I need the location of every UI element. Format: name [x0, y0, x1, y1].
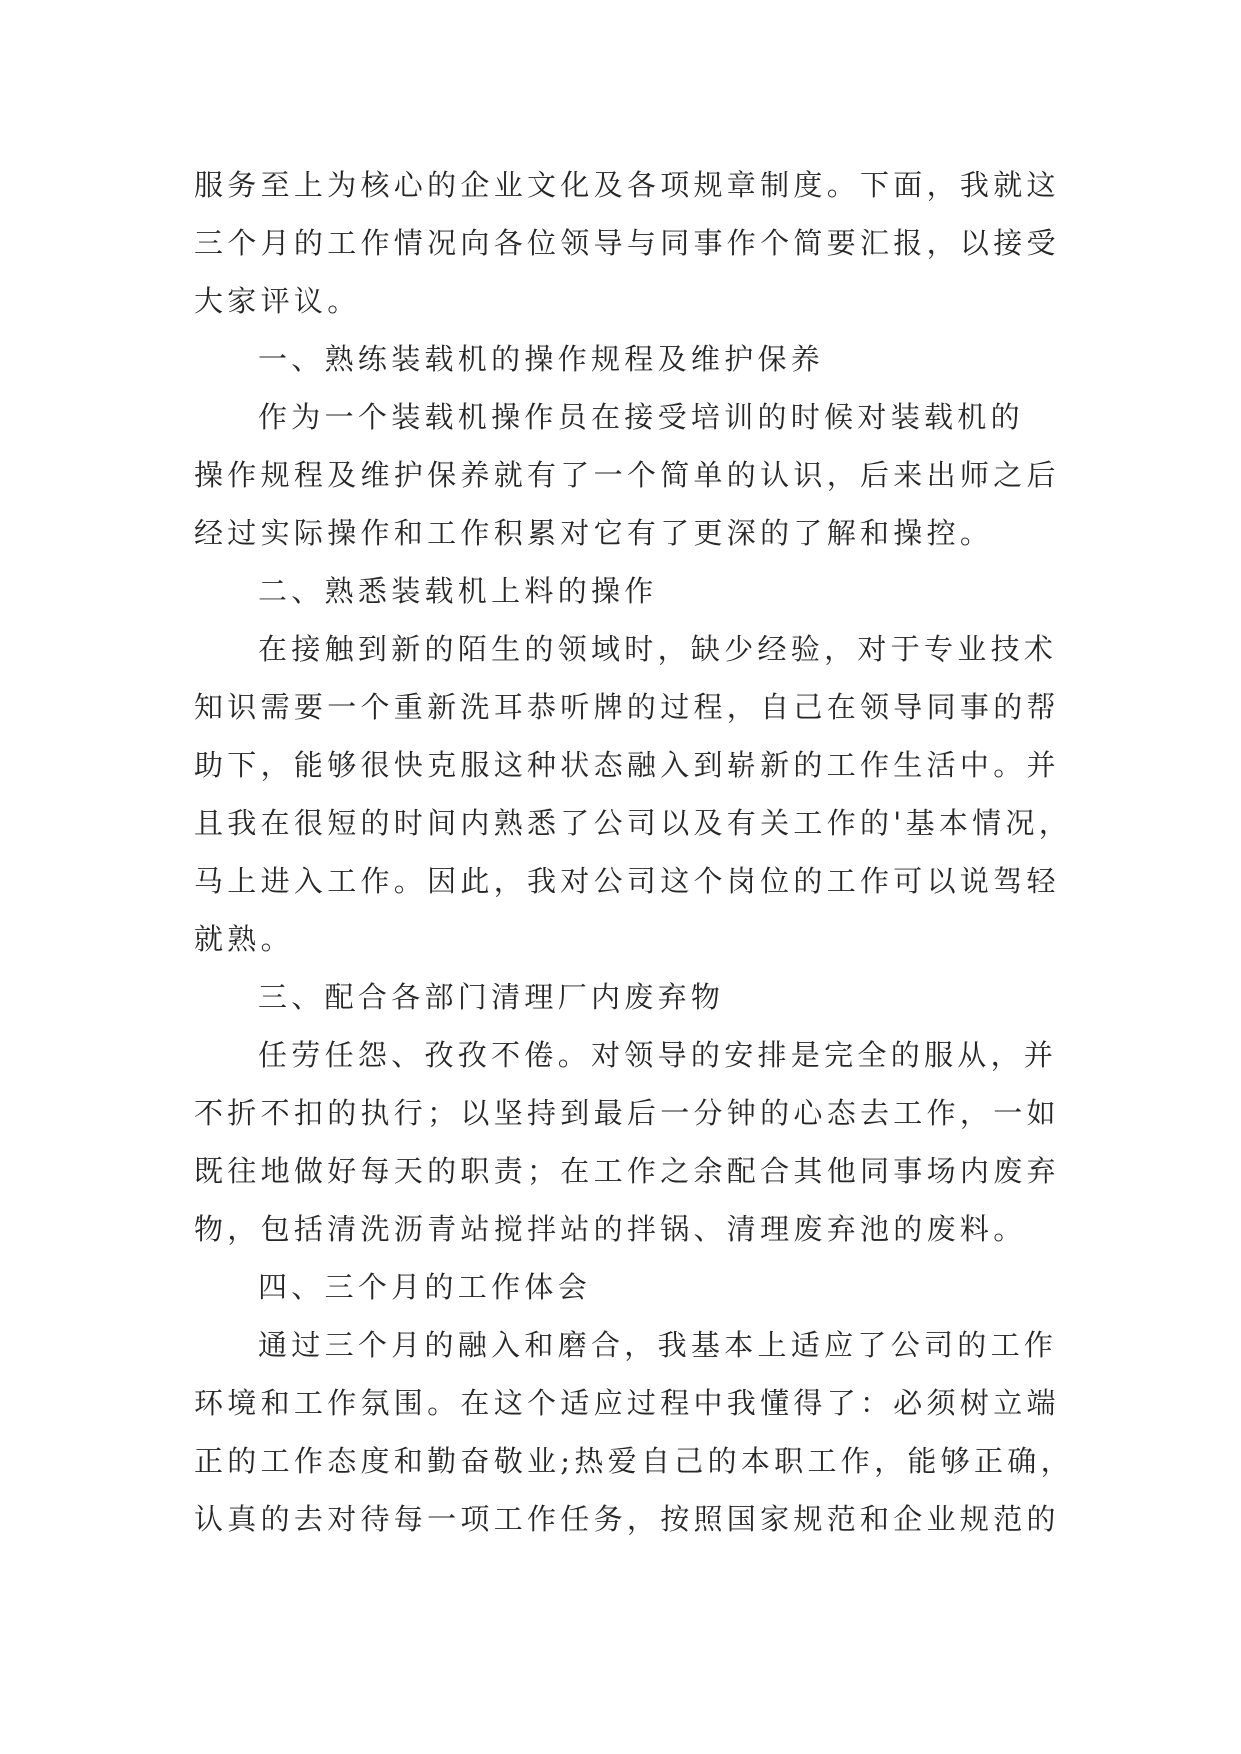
section-heading-4: 四、三个月的工作体会	[258, 1270, 592, 1304]
section-heading-3: 三、配合各部门清理厂内废弃物	[258, 980, 725, 1014]
text-line: 助下，能够很快克服这种状态融入到崭新的工作生活中。并	[194, 748, 1060, 782]
document-body	[194, 156, 1074, 1548]
text-line: 环境和工作氛围。在这个适应过程中我懂得了：必须树立端	[194, 1386, 1060, 1420]
section-heading-1: 一、熟练装载机的操作规程及维护保养	[258, 342, 825, 376]
text-line: 三个月的工作情况向各位领导与同事作个简要汇报，以接受	[194, 226, 1060, 260]
section-heading-2: 二、熟悉装载机上料的操作	[258, 574, 658, 608]
text-line: 且我在很短的时间内熟悉了公司以及有关工作的'基本情况，	[194, 806, 1073, 840]
text-line: 既往地做好每天的职责；在工作之余配合其他同事场内废弃	[194, 1154, 1060, 1188]
text-line: 就熟。	[194, 922, 294, 956]
text-line: 经过实际操作和工作积累对它有了更深的了解和操控。	[194, 516, 994, 550]
text-line: 操作规程及维护保养就有了一个简单的认识，后来出师之后	[194, 458, 1060, 492]
text-line: 任劳任怨、孜孜不倦。对领导的安排是完全的服从，并	[258, 1038, 1058, 1072]
text-line: 不折不扣的执行；以坚持到最后一分钟的心态去工作，一如	[194, 1096, 1060, 1130]
text-line: 认真的去对待每一项工作任务，按照国家规范和企业规范的	[194, 1502, 1060, 1536]
text-line: 在接触到新的陌生的领域时，缺少经验，对于专业技术	[258, 632, 1058, 666]
text-line: 知识需要一个重新洗耳恭听牌的过程，自己在领导同事的帮	[194, 690, 1060, 724]
text-line: 正的工作态度和勤奋敬业;热爱自己的本职工作，能够正确，	[194, 1444, 1074, 1478]
text-line: 马上进入工作。因此，我对公司这个岗位的工作可以说驾轻	[194, 864, 1060, 898]
text-line: 服务至上为核心的企业文化及各项规章制度。下面，我就这	[194, 168, 1060, 202]
text-line: 物，包括清洗沥青站搅拌站的拌锅、清理废弃池的废料。	[194, 1212, 1027, 1246]
text-line: 通过三个月的融入和磨合，我基本上适应了公司的工作	[258, 1328, 1058, 1362]
text-line: 作为一个装载机操作员在接受培训的时候对装载机的	[258, 400, 1024, 434]
text-line: 大家评议。	[194, 284, 361, 318]
